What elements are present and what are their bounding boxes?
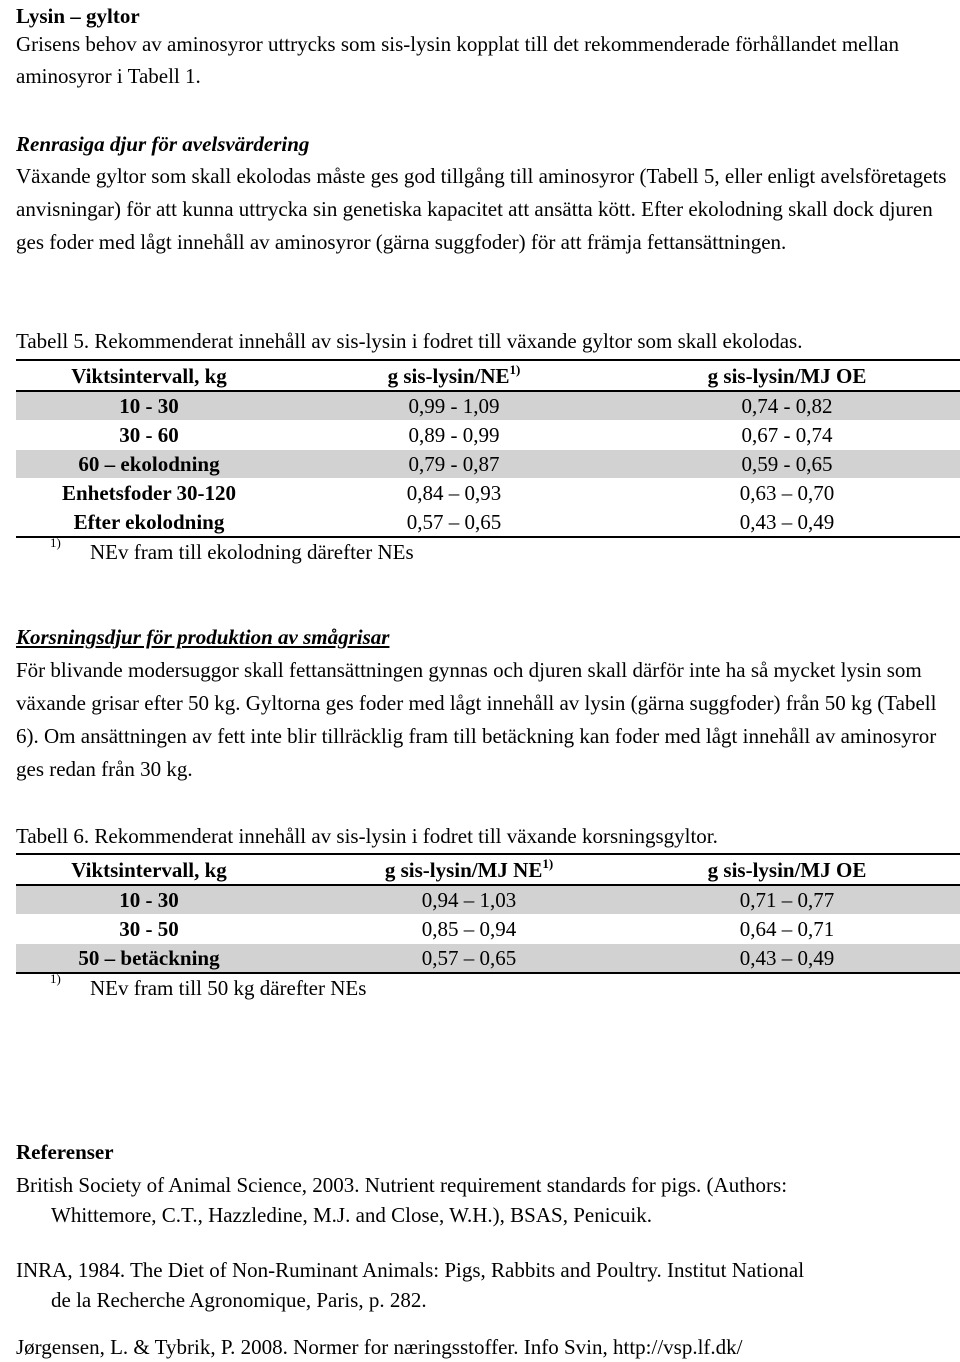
table5-header-oe: g sis-lysin/MJ OE	[707, 364, 867, 388]
table-row	[16, 421, 960, 449]
table-row	[16, 479, 960, 507]
table-cell: 10 - 30	[119, 888, 179, 912]
table-row	[16, 944, 960, 972]
reference-item	[16, 1255, 960, 1315]
table-cell: 60 – ekolodning	[78, 452, 220, 476]
reference-line: Jørgensen, L. & Tybrik, P. 2008. Normer for næringsstoffer. Info Svin, http://vsp.lf.dk/	[16, 1335, 743, 1359]
table-cell: 0,57 – 0,65	[406, 510, 502, 534]
section-paragraph-korsningsdjur: För blivande modersuggor skall fettansättningen gynnas och djuren skall därför inte ha så mycket lysin som växande grisar efter 50 kg. Gyltorna ges foder med lågt innehåll av lysin (gärna suggfoder) från 50 kg (Tabell 6). Om ansättningen av fett inte blir tillräcklig fram till betäckning kan foder med lågt innehåll av aminosyror ges redan från 30 kg.	[16, 658, 937, 781]
table5-caption: Tabell 5. Rekommenderat innehåll av sis-lysin i fodret till växande gyltor som skall ekolodas.	[16, 329, 803, 353]
table6-header-weight: Viktsintervall, kg	[71, 858, 227, 882]
table-cell: 30 - 50	[119, 917, 179, 941]
reference-item	[16, 1332, 960, 1362]
table-cell: 0,57 – 0,65	[421, 946, 517, 970]
footnote-mark: 1)	[50, 971, 61, 986]
section-heading-renrasiga: Renrasiga djur för avelsvärdering	[16, 132, 310, 156]
table-cell: 0,43 – 0,49	[739, 510, 835, 534]
footnote-text: NEv fram till ekolodning därefter NEs	[90, 540, 414, 564]
table-row	[16, 508, 960, 536]
table6-header-ne: g sis-lysin/MJ NE$^{1)}$	[384, 856, 554, 882]
table-cell: 0,64 – 0,71	[739, 917, 835, 941]
table-cell: 0,89 - 0,99	[408, 423, 500, 447]
references-heading: Referenser	[16, 1140, 114, 1164]
table-cell: 30 - 60	[119, 423, 179, 447]
table-row	[16, 915, 960, 943]
table-cell: 0,43 – 0,49	[739, 946, 835, 970]
table-cell: 0,59 - 0,65	[741, 452, 833, 476]
footnote-text: NEv fram till 50 kg därefter NEs	[90, 976, 367, 1000]
table-cell: 10 - 30	[119, 394, 179, 418]
reference-line: Whittemore, C.T., Hazzledine, M.J. and Close, W.H.), BSAS, Penicuik.	[51, 1203, 652, 1227]
table-cell: 0,99 - 1,09	[408, 394, 500, 418]
table-cell: 0,94 – 1,03	[421, 888, 517, 912]
reference-item	[16, 1170, 960, 1230]
table-cell: 0,79 - 0,87	[408, 452, 500, 476]
table6-header-oe: g sis-lysin/MJ OE	[707, 858, 867, 882]
table5-header-weight: Viktsintervall, kg	[71, 364, 227, 388]
table5-header-row	[16, 362, 960, 390]
table-row	[16, 886, 960, 914]
section-heading-lysin: Lysin – gyltor	[16, 4, 140, 28]
table-cell: 0,67 - 0,74	[741, 423, 833, 447]
table5-top-rule	[16, 359, 960, 361]
table-cell: Enhetsfoder 30-120	[61, 481, 237, 505]
footnote-mark: 1)	[50, 535, 61, 550]
table-row	[16, 450, 960, 478]
table-cell: 0,74 - 0,82	[741, 394, 833, 418]
section-heading-korsningsdjur: Korsningsdjur för produktion av smågrisar	[16, 625, 390, 649]
table-cell: 0,63 – 0,70	[739, 481, 835, 505]
table6-caption: Tabell 6. Rekommenderat innehåll av sis-lysin i fodret till växande korsningsgyltor.	[16, 824, 718, 848]
section-paragraph-lysin: Grisens behov av aminosyror uttrycks som sis-lysin kopplat till det rekommenderade förhållandet mellan aminosyror i Tabell 1.	[16, 32, 899, 88]
table-cell: 0,71 – 0,77	[739, 888, 835, 912]
reference-line: INRA, 1984. The Diet of Non-Ruminant Animals: Pigs, Rabbits and Poultry. Institut National	[16, 1258, 805, 1282]
table-cell: Efter ekolodning	[73, 510, 225, 534]
table-row	[16, 392, 960, 420]
table-cell: 0,85 – 0,94	[421, 917, 517, 941]
table5-header-ne: g sis-lysin/NE$^{1)}$	[387, 362, 521, 388]
table-cell: 50 – betäckning	[78, 946, 220, 970]
table-cell: 0,84 – 0,93	[406, 481, 502, 505]
reference-line: de la Recherche Agronomique, Paris, p. 282.	[51, 1288, 427, 1312]
section-paragraph-renrasiga: Växande gyltor som skall ekolodas måste ges god tillgång till aminosyror (Tabell 5, eller enligt avelsföretagets anvisningar) för att kunna uttrycka sin genetiska kapacitet att ansätta kött. Efter ekolodning skall dock djuren ges foder med lågt innehåll av aminosyror (gärna suggfoder) för att främja fettansättningen.	[16, 164, 947, 254]
reference-line: British Society of Animal Science, 2003. Nutrient requirement standards for pigs. (Authors:	[16, 1173, 788, 1197]
table6-top-rule	[16, 853, 960, 855]
table6-header-row	[16, 856, 960, 884]
